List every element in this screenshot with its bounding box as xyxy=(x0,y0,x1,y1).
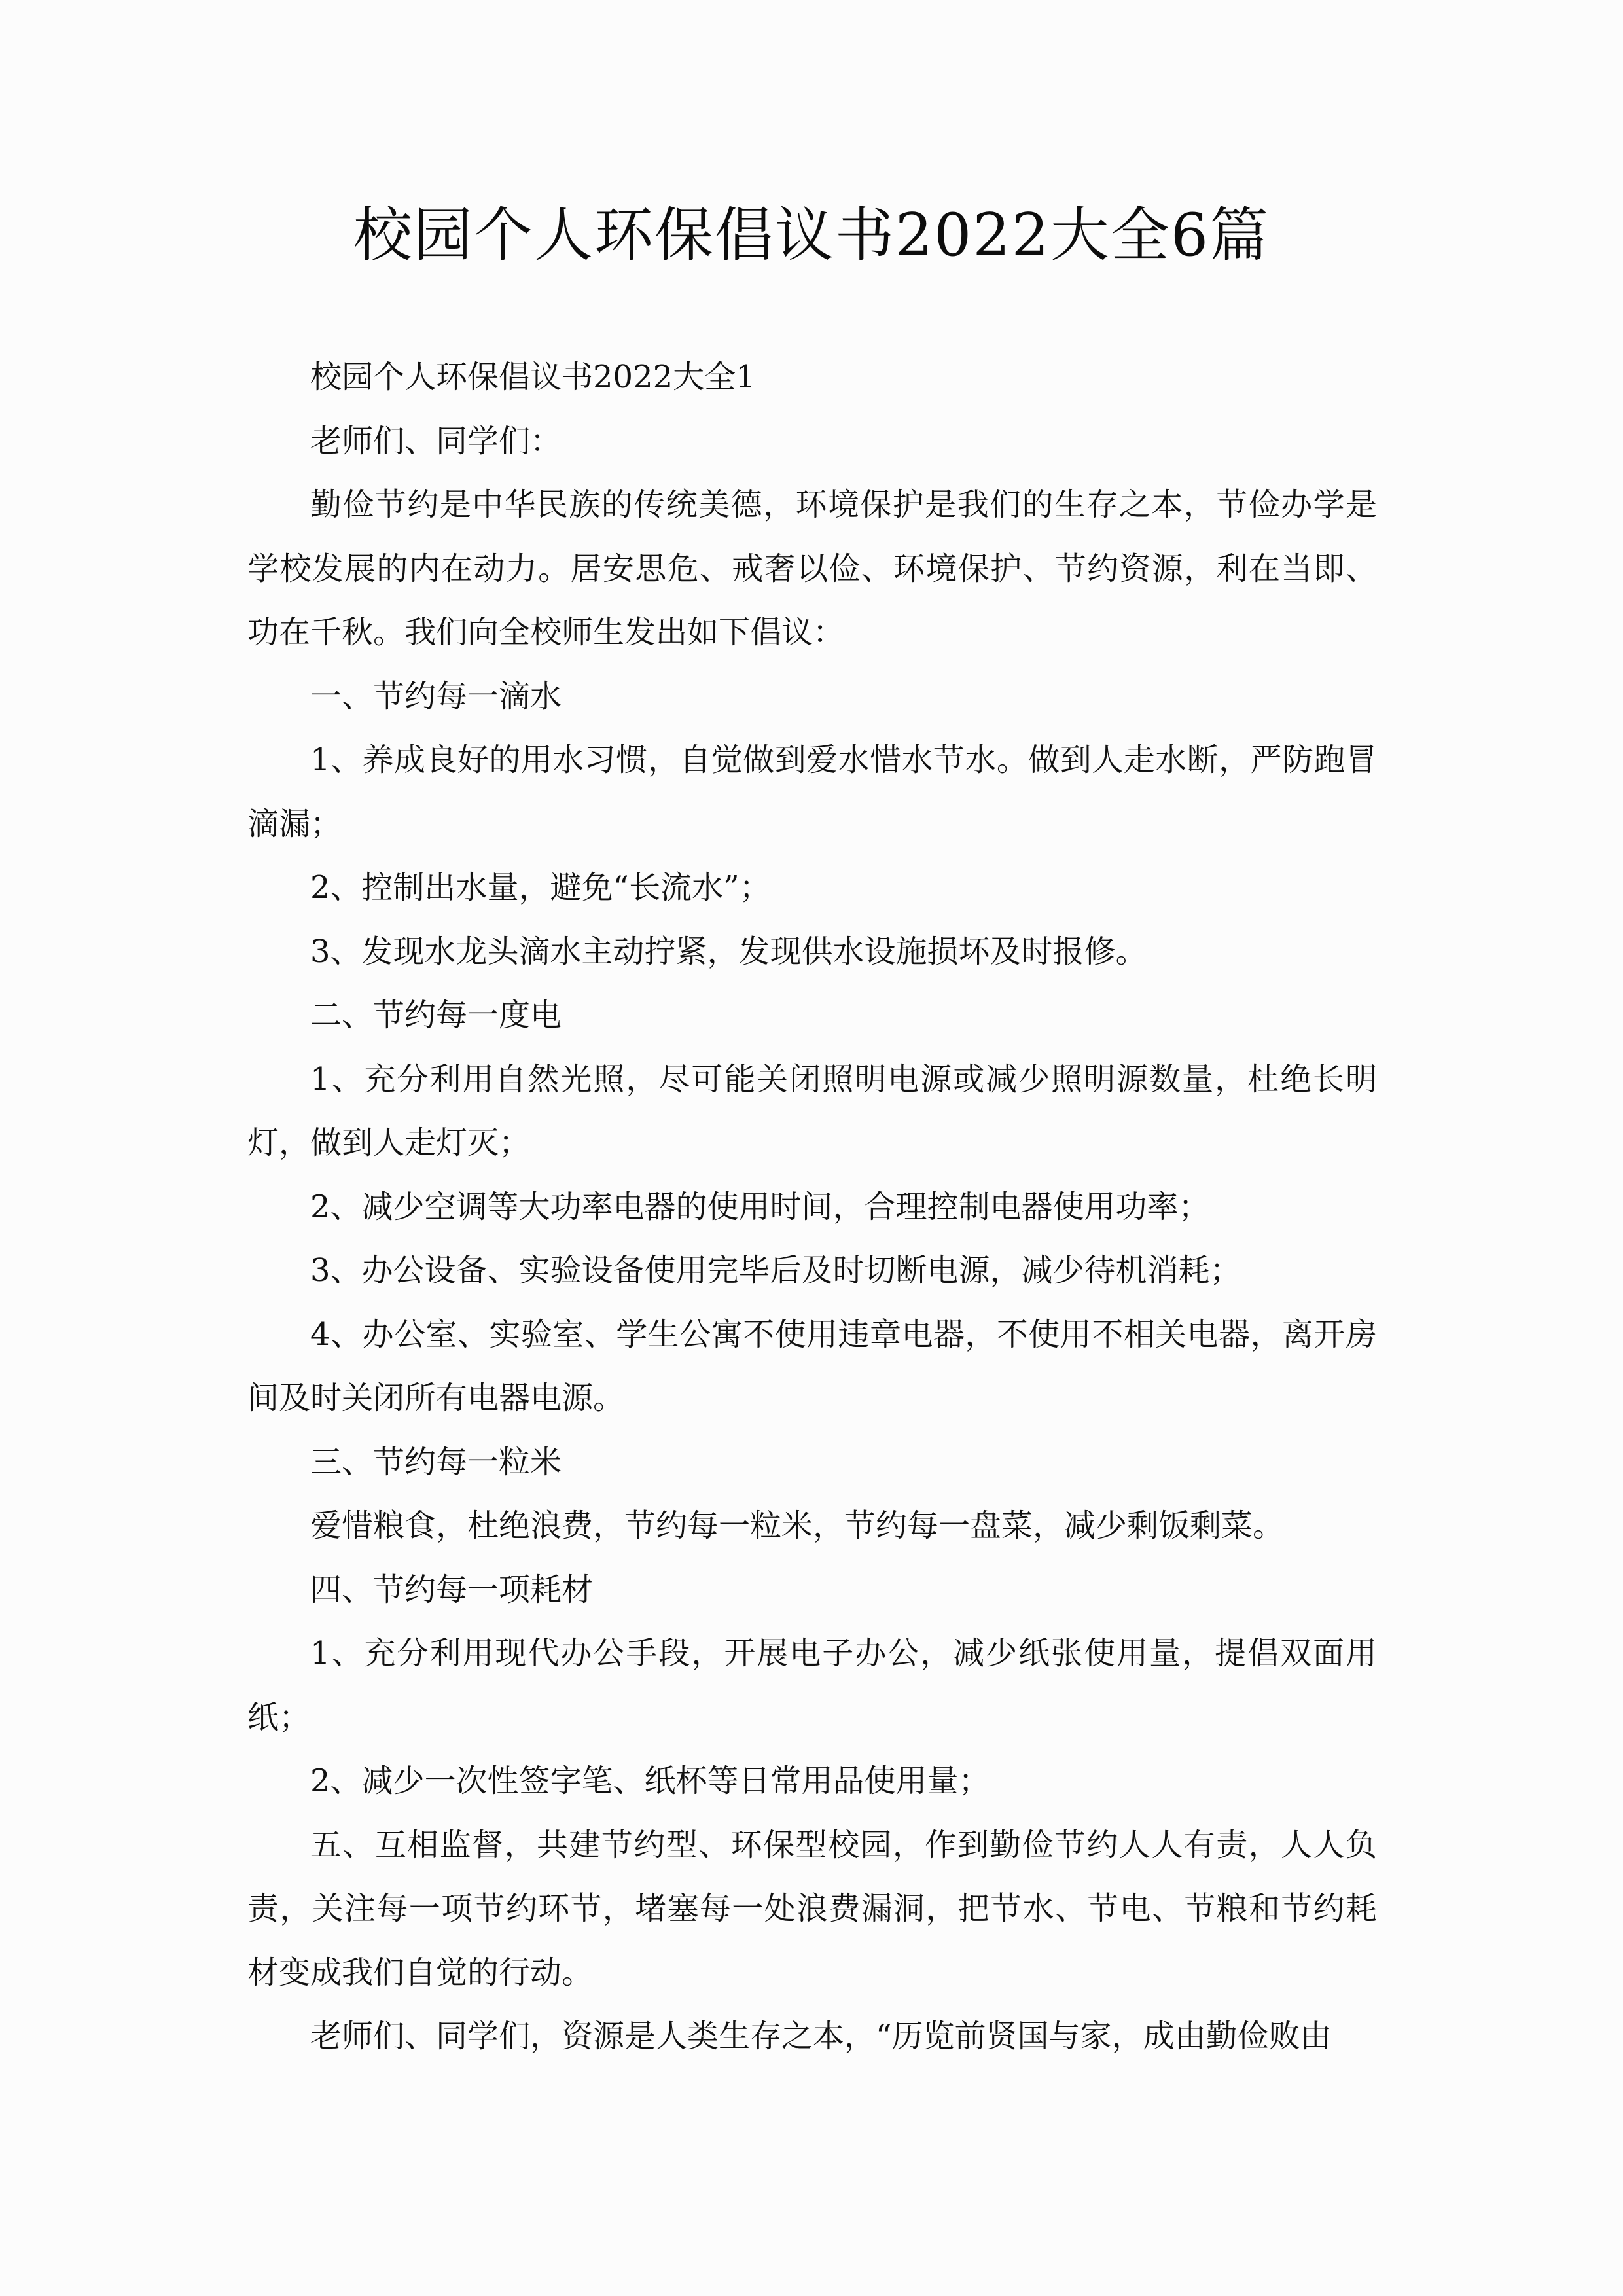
rice-paragraph: 爱惜粮食，杜绝浪费，节约每一粒米，节约每一盘菜，减少剩饭剩菜。 xyxy=(310,1507,1285,1544)
heading-save-rice: 三、节约每一粒米 xyxy=(310,1443,562,1480)
water-item-3: 3、发现水龙头滴水主动拧紧，发现供水设施损坏及时报修。 xyxy=(310,933,1147,970)
intro-paragraph: 勤俭节约是中华民族的传统美德，环境保护是我们的生存之本，节俭办学是学校发展的内在动力。居安思危、戒奢以俭、环境保护、节约资源，利在当即、功在千秋。我们向全校师生发出如下倡议： xyxy=(247,486,1377,651)
closing-paragraph: 老师们、同学们，资源是人类生存之本，“历览前贤国与家，成由勤俭败由 xyxy=(310,2018,1332,2054)
mutual-supervision-paragraph: 五、互相监督，共建节约型、环保型校园，作到勤俭节约人人有责，人人负责，关注每一项节约环节，堵塞每一处浪费漏洞，把节水、节电、节粮和节约耗材变成我们自觉的行动。 xyxy=(247,1826,1377,1991)
electricity-item-4: 4、办公室、实验室、学生公寓不使用违章电器，不使用不相关电器，离开房间及时关闭所有电器电源。 xyxy=(247,1316,1377,1416)
materials-item-2: 2、减少一次性签字笔、纸杯等日常用品使用量； xyxy=(310,1763,990,1799)
electricity-item-3: 3、办公设备、实验设备使用完毕后及时切断电源，减少待机消耗； xyxy=(310,1252,1241,1289)
heading-save-materials: 四、节约每一项耗材 xyxy=(310,1571,594,1608)
document-title: 校园个人环保倡议书2022大全6篇 xyxy=(353,201,1270,270)
electricity-item-2: 2、减少空调等大功率电器的使用时间，合理控制电器使用功率； xyxy=(310,1188,1210,1225)
salutation: 老师们、同学们： xyxy=(310,422,562,459)
materials-item-1: 1、充分利用现代办公手段，开展电子办公，减少纸张使用量，提倡双面用纸； xyxy=(247,1635,1377,1736)
heading-save-water: 一、节约每一滴水 xyxy=(310,677,562,715)
document-body xyxy=(247,346,1377,2069)
section-heading-1: 校园个人环保倡议书2022大全1 xyxy=(310,359,756,395)
water-item-1: 1、养成良好的用水习惯，自觉做到爱水惜水节水。做到人走水断，严防跑冒滴漏； xyxy=(247,742,1377,842)
electricity-item-1: 1、充分利用自然光照，尽可能关闭照明电源或减少照明源数量，杜绝长明灯，做到人走灯灭； xyxy=(247,1060,1377,1161)
water-item-2: 2、控制出水量，避免“长流水”； xyxy=(310,869,771,906)
heading-save-electricity: 二、节约每一度电 xyxy=(310,997,562,1033)
